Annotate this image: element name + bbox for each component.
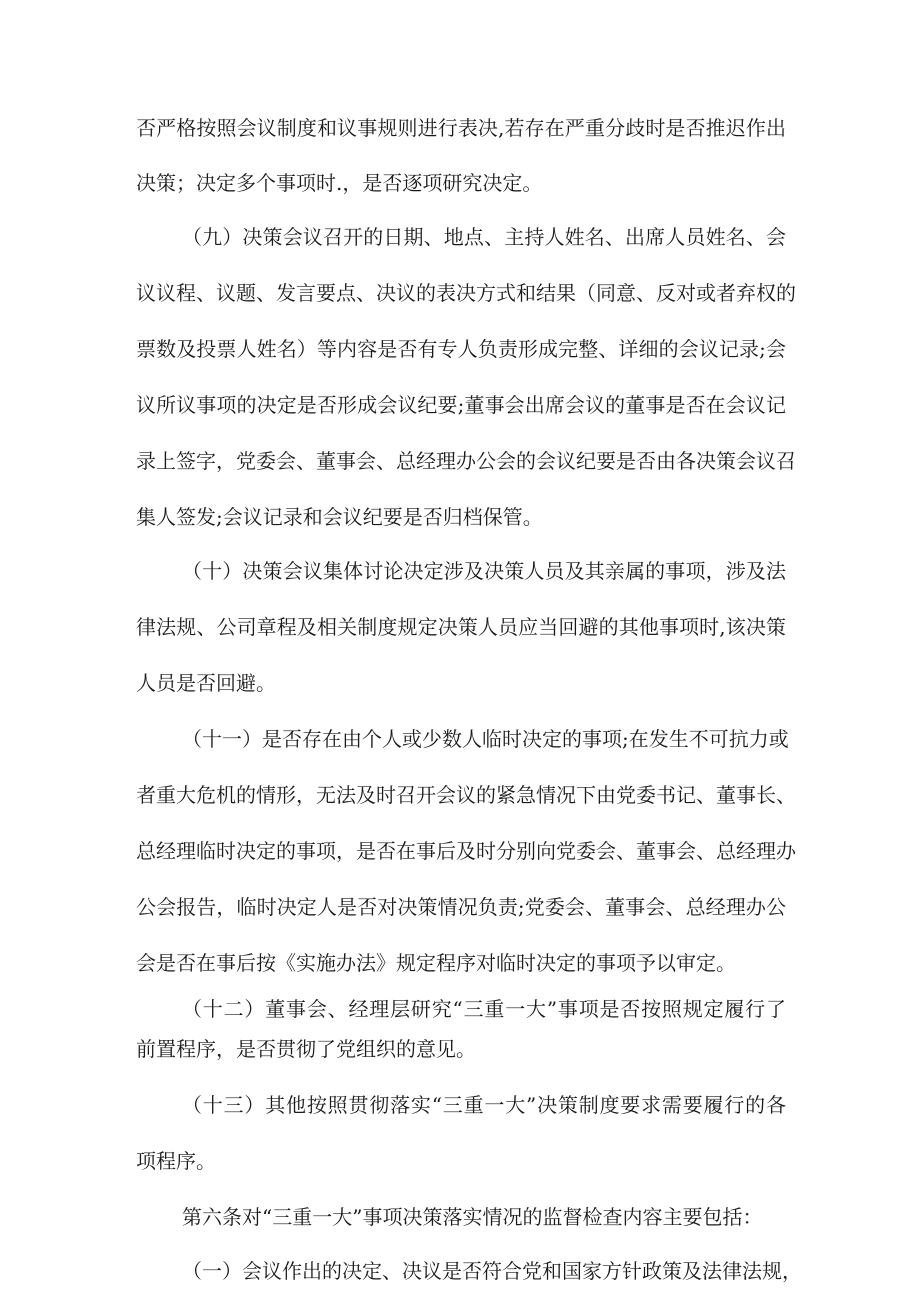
text-line: 前置程序，是否贯彻了党组织的意见。	[136, 1037, 476, 1061]
paragraph-first-line: （十三）其他按照贯彻落实“三重一大”决策制度要求需要履行的各	[182, 1093, 786, 1117]
text-line: 者重大危机的情形，无法及时召开会议的紧急情况下由党委书记、董事长、	[136, 783, 796, 807]
text-line: 公会报告，临时决定人是否对决策情况负责;党委会、董事会、总经理办公	[136, 895, 786, 919]
text-line: 会是否在事后按《实施办法》规定程序对临时决定的事项予以审定。	[136, 951, 736, 975]
text-line: 录上签字，党委会、董事会、总经理办公会的会议纪要是否由各决策会议召	[136, 449, 796, 473]
text-line: 项程序。	[136, 1149, 216, 1173]
text-line: 议所议事项的决定是否形成会议纪要;董事会出席会议的董事是否在会议记	[136, 393, 786, 417]
paragraph-first-line: （九）决策会议召开的日期、地点、主持人姓名、出席人员姓名、会	[182, 225, 786, 249]
article-heading-line: 第六条对“三重一大”事项决策落实情况的监督检查内容主要包括：	[182, 1205, 763, 1229]
text-line: 总经理临时决定的事项，是否在事后及时分别向党委会、董事会、总经理办	[136, 839, 796, 863]
text-line: 决策；决定多个事项时.，是否逐项研究决定。	[136, 171, 543, 195]
text-line: 票数及投票人姓名）等内容是否有专人负责形成完整、详细的会议记录;会	[136, 337, 786, 361]
paragraph-first-line: （十一）是否存在由个人或少数人临时决定的事项;在发生不可抗力或	[182, 727, 789, 751]
text-line: 人员是否回避。	[136, 671, 276, 695]
paragraph-first-line: （十二）董事会、经理层研究“三重一大”事项是否按照规定履行了	[182, 997, 786, 1021]
text-line: 否严格按照会议制度和议事规则进行表决,若存在严重分歧时是否推迟作出	[136, 116, 786, 140]
text-line: 律法规、公司章程及相关制度规定决策人员应当回避的其他事项时,该决策	[136, 615, 786, 639]
paragraph-first-line: （一）会议作出的决定、决议是否符合党和国家方针政策及法律法规，	[182, 1259, 802, 1283]
paragraph-first-line: （十）决策会议集体讨论决定涉及决策人员及其亲属的事项，涉及法	[182, 559, 786, 583]
text-line: 议议程、议题、发言要点、决议的表决方式和结果（同意、反对或者弃权的	[136, 281, 796, 305]
text-line: 集人签发;会议记录和会议纪要是否归档保管。	[136, 505, 543, 529]
